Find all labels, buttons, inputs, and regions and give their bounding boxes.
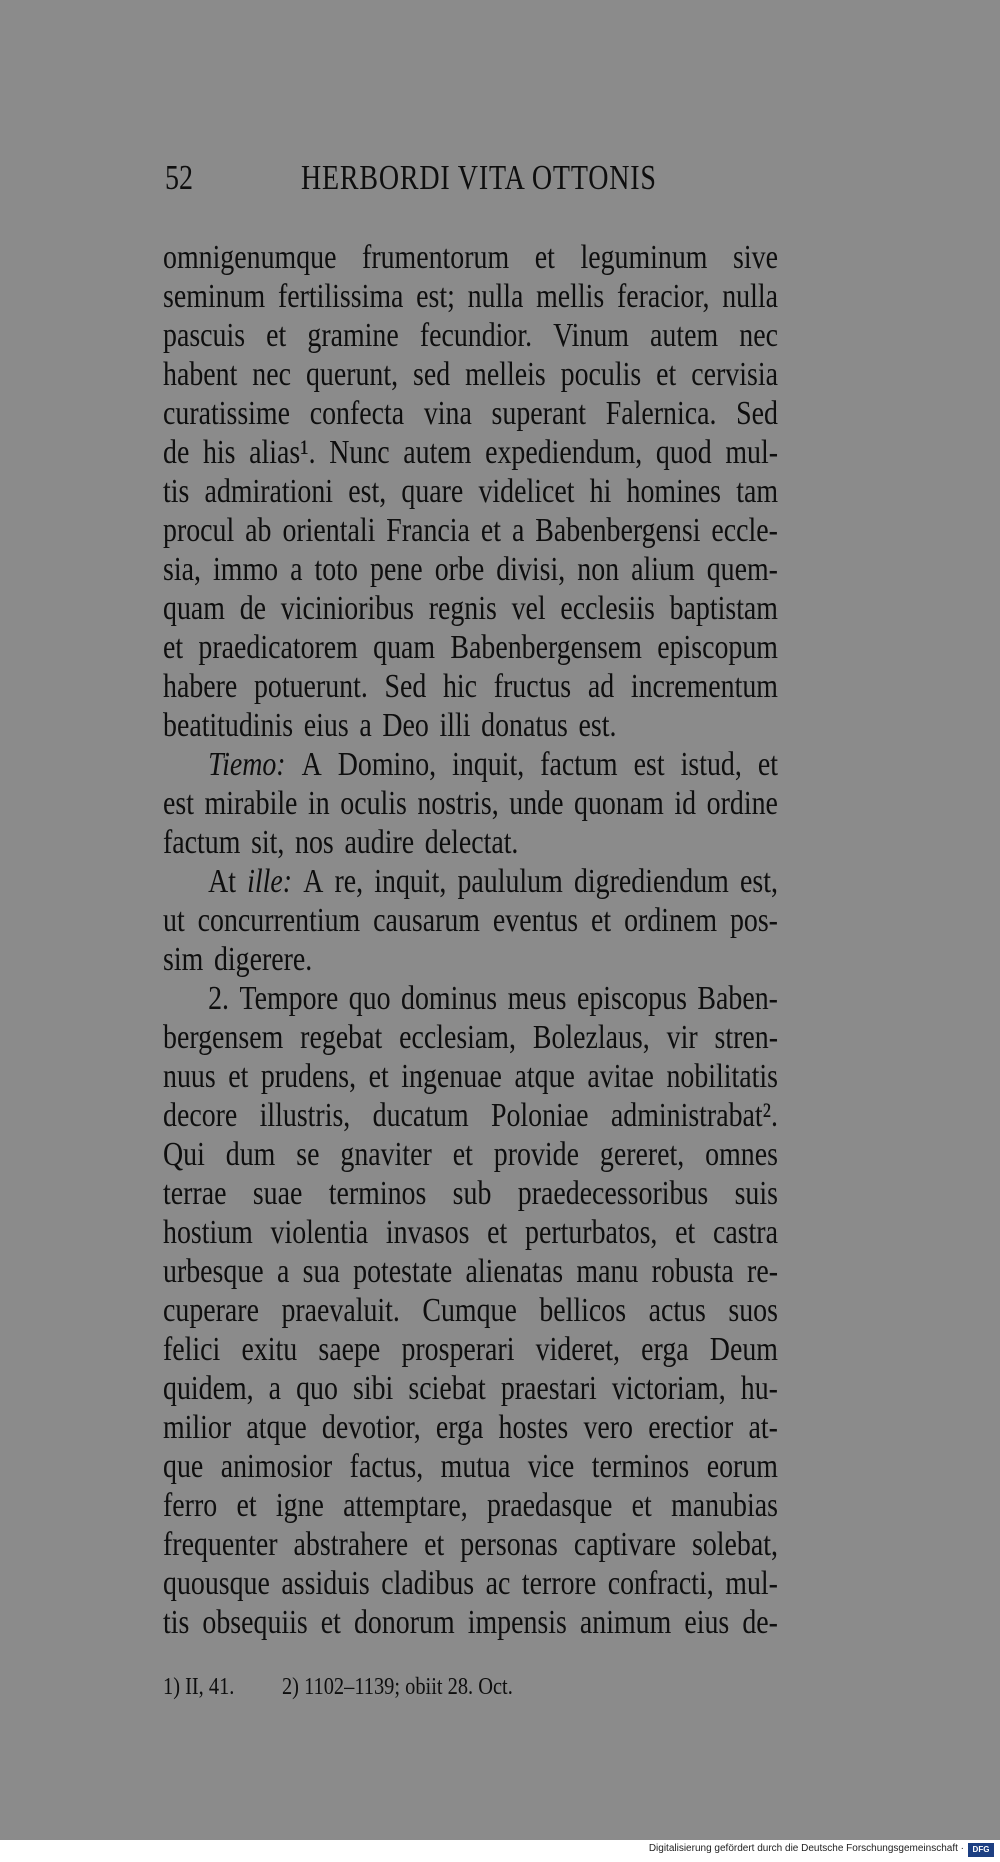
word: pos- — [729, 902, 778, 939]
word: a — [511, 512, 525, 549]
word: seminum — [163, 278, 266, 315]
word: sub — [452, 1175, 492, 1212]
word: attemptare, — [343, 1487, 468, 1524]
funding-credit: Digitalisierung gefördert durch die Deutsche Forschungsgemeinschaft · — [648, 1843, 964, 1854]
word: inquit, — [374, 863, 447, 900]
word: vice — [527, 1448, 575, 1485]
word: Deo — [382, 707, 429, 744]
word: et — [368, 1058, 389, 1095]
word: et — [757, 746, 778, 783]
word: tis — [163, 1604, 190, 1641]
word: vicinioribus — [280, 590, 414, 627]
word: cuperare — [163, 1292, 259, 1329]
word: suos — [728, 1292, 778, 1329]
page-number: 52 — [165, 158, 193, 197]
word: episcopus — [576, 980, 687, 1017]
word: et — [591, 902, 612, 939]
word: divisi, — [496, 551, 566, 588]
word: dum — [225, 1136, 276, 1173]
text-line — [163, 940, 778, 979]
text-line — [163, 355, 778, 394]
word: ordinem — [624, 902, 718, 939]
word: et — [320, 1604, 341, 1641]
word: est. — [578, 707, 617, 744]
word: quam — [163, 590, 225, 627]
word: gnaviter — [340, 1136, 432, 1173]
text-line — [163, 1486, 778, 1525]
word: concurrentium — [197, 902, 361, 939]
word: a — [290, 551, 303, 588]
word: melleis — [465, 356, 546, 393]
word: superant — [491, 395, 587, 432]
word: captivare — [573, 1526, 676, 1563]
word: orbe — [434, 551, 485, 588]
word: beatitudinis — [163, 707, 294, 744]
word: videlicet — [478, 473, 575, 510]
word: re, — [334, 863, 364, 900]
word: causarum — [373, 902, 480, 939]
word: admirationi — [204, 473, 334, 510]
word: ferro — [163, 1487, 218, 1524]
word: ad — [587, 668, 615, 705]
word: mellis — [536, 278, 605, 315]
word: saepe — [318, 1331, 381, 1368]
word: de — [163, 434, 190, 471]
word: mul- — [725, 434, 778, 471]
word: regnis — [428, 590, 497, 627]
word: praedasque — [487, 1487, 613, 1524]
word: in — [307, 785, 330, 822]
word: potuerunt. — [253, 668, 368, 705]
word: cervisia — [691, 356, 778, 393]
word: quare — [401, 473, 464, 510]
text-line — [163, 667, 778, 706]
word: devotior, — [321, 1409, 421, 1446]
word: autem — [650, 317, 719, 354]
word: vir — [666, 1019, 698, 1056]
word: eccle- — [711, 512, 778, 549]
word: bergensem — [163, 1019, 284, 1056]
word: alium — [631, 551, 695, 588]
word: et — [452, 1136, 473, 1173]
word: audire — [344, 824, 415, 861]
word: quousque — [163, 1565, 270, 1602]
word: Poloniae — [490, 1097, 589, 1134]
word: factum — [540, 746, 618, 783]
word: solebat, — [692, 1526, 778, 1563]
word: praestari — [500, 1370, 597, 1407]
word: eorum — [706, 1448, 778, 1485]
word: confecta — [309, 395, 405, 432]
word: gereret, — [599, 1136, 685, 1173]
word: leguminum — [580, 239, 708, 276]
word: et — [487, 1214, 508, 1251]
word: mul- — [725, 1565, 778, 1602]
word: Sed — [384, 668, 427, 705]
word: invasos — [385, 1214, 470, 1251]
word: administrabat². — [610, 1097, 778, 1134]
word: nostris, — [417, 785, 499, 822]
word: curatissime — [163, 395, 290, 432]
word: meus — [507, 980, 567, 1017]
word: hu- — [740, 1370, 778, 1407]
word: nec — [739, 317, 778, 354]
word: Deum — [709, 1331, 778, 1368]
word: fecundior. — [419, 317, 533, 354]
word: est; — [416, 278, 455, 315]
word: sciebat — [408, 1370, 486, 1407]
word: manu — [576, 1253, 639, 1290]
word: ille: — [247, 863, 293, 900]
word: a — [268, 1370, 282, 1407]
word: sive — [733, 239, 778, 276]
text-line — [163, 1096, 778, 1135]
word: dominus — [401, 980, 498, 1017]
word: nulla — [467, 278, 524, 315]
word: potestate — [353, 1253, 453, 1290]
word: abstrahere — [293, 1526, 409, 1563]
word: sit, — [251, 824, 285, 861]
text-line — [163, 706, 778, 745]
word: et — [228, 1058, 249, 1095]
word: ac — [485, 1565, 511, 1602]
word: tam — [736, 473, 778, 510]
word: ab — [245, 512, 272, 549]
word: milior — [163, 1409, 232, 1446]
word: quo — [296, 1370, 338, 1407]
word: victoriam, — [611, 1370, 726, 1407]
word: est — [163, 785, 194, 822]
word: videret, — [535, 1331, 621, 1368]
running-title: HERBORDI VITA OTTONIS — [301, 158, 657, 197]
text-line — [163, 433, 778, 472]
word: et — [534, 239, 555, 276]
word: factus, — [349, 1448, 424, 1485]
word: eius — [684, 1604, 730, 1641]
word: habere — [163, 668, 238, 705]
word: decore — [163, 1097, 238, 1134]
word: urbesque — [163, 1253, 264, 1290]
word: prosperari — [401, 1331, 515, 1368]
word: procul — [163, 512, 235, 549]
text-line — [163, 589, 778, 628]
word: suae — [252, 1175, 303, 1212]
text-line — [163, 550, 778, 589]
text-line — [163, 745, 778, 784]
word: fructus — [493, 668, 572, 705]
text-line — [163, 238, 778, 277]
word: regebat — [300, 1019, 383, 1056]
word: vina — [423, 395, 472, 432]
word: et — [163, 629, 184, 666]
word: igne — [275, 1487, 324, 1524]
word: ut — [163, 902, 185, 939]
word: Domino, — [337, 746, 437, 783]
word: terminos — [328, 1175, 427, 1212]
word: actus — [648, 1292, 706, 1329]
word: hic — [442, 668, 478, 705]
word: sibi — [352, 1370, 394, 1407]
word: terrore — [521, 1565, 597, 1602]
word: illi — [439, 707, 471, 744]
text-line — [163, 472, 778, 511]
word: a — [359, 707, 372, 744]
word: unde — [509, 785, 564, 822]
word: Nunc — [329, 434, 390, 471]
word: delectat. — [424, 824, 519, 861]
word: eventus — [492, 902, 579, 939]
word: non — [577, 551, 620, 588]
word: terrae — [163, 1175, 227, 1212]
word: eius — [303, 707, 349, 744]
word: erga — [641, 1331, 689, 1368]
word: et — [656, 356, 677, 393]
word: Tiemo: — [208, 746, 286, 783]
text-line — [163, 1291, 778, 1330]
word: et — [266, 317, 287, 354]
running-header — [165, 156, 685, 200]
word: pene — [369, 551, 423, 588]
word: exitu — [241, 1331, 298, 1368]
text-line — [163, 1057, 778, 1096]
word: sia, — [163, 551, 201, 588]
word: alias¹. — [249, 434, 316, 471]
text-line — [163, 1369, 778, 1408]
word: Falernica. — [605, 395, 717, 432]
word: Bolezlaus, — [532, 1019, 650, 1056]
word: erga — [435, 1409, 484, 1446]
word: incrementum — [630, 668, 778, 705]
word: mirabile — [204, 785, 298, 822]
word: Qui — [163, 1136, 205, 1173]
word: personas — [460, 1526, 558, 1563]
footnote-1: 1) II, 41. — [163, 1674, 235, 1700]
word: Francia — [386, 512, 470, 549]
word: et — [236, 1487, 257, 1524]
word: autem — [403, 434, 472, 471]
dfg-logo: DFG — [968, 1843, 994, 1857]
text-line — [163, 1408, 778, 1447]
word: praedecessoribus — [517, 1175, 709, 1212]
word: At — [208, 863, 236, 900]
word: Vinum — [553, 317, 629, 354]
word: et — [631, 1487, 652, 1524]
word: ecclesiis — [560, 590, 655, 627]
word: digerere. — [213, 941, 313, 978]
word: erectior — [648, 1409, 734, 1446]
word: toto — [314, 551, 358, 588]
text-line — [163, 1564, 778, 1603]
word: id — [674, 785, 697, 822]
text-line — [163, 862, 778, 901]
word: at- — [748, 1409, 778, 1446]
word: mutua — [440, 1448, 511, 1485]
word: de- — [742, 1604, 778, 1641]
word: quo — [348, 980, 391, 1017]
word: Babenbergensi — [535, 512, 701, 549]
word: donatus — [481, 707, 568, 744]
text-line — [163, 1252, 778, 1291]
word: hostes — [498, 1409, 569, 1446]
text-line — [163, 1018, 778, 1057]
word: digrediendum — [573, 863, 729, 900]
text-line — [163, 277, 778, 316]
word: violentia — [270, 1214, 369, 1251]
word: praevaluit. — [281, 1292, 400, 1329]
word: praedicatorem — [198, 629, 358, 666]
word: frumentorum — [362, 239, 510, 276]
word: ingenuae — [401, 1058, 502, 1095]
word: robusta — [651, 1253, 734, 1290]
word: nec — [252, 356, 291, 393]
word: animosior — [220, 1448, 333, 1485]
word: animum — [579, 1604, 672, 1641]
word: Sed — [736, 395, 778, 432]
text-line — [163, 823, 778, 862]
word: immo — [213, 551, 279, 588]
word: poculis — [560, 356, 642, 393]
word: obsequiis — [202, 1604, 308, 1641]
word: quem- — [706, 551, 778, 588]
word: prudens, — [260, 1058, 357, 1095]
word: frequenter — [163, 1526, 278, 1563]
word: sed — [413, 356, 451, 393]
word: fertilissima — [277, 278, 404, 315]
word: est, — [348, 473, 387, 510]
word: et — [480, 512, 501, 549]
word: Cumque — [422, 1292, 517, 1329]
word: Baben- — [697, 980, 778, 1017]
text-line — [163, 1135, 778, 1174]
word: que — [163, 1448, 204, 1485]
word: alienatas — [465, 1253, 564, 1290]
word: hi — [589, 473, 612, 510]
word: terminos — [591, 1448, 690, 1485]
word: avitae — [587, 1058, 654, 1095]
text-line — [163, 979, 778, 1018]
word: sua — [302, 1253, 340, 1290]
word: manubias — [671, 1487, 778, 1524]
word: est — [633, 746, 665, 783]
word: Tempore — [239, 980, 339, 1017]
word: sim — [163, 941, 204, 978]
word: perturbatos, — [525, 1214, 658, 1251]
text-line — [163, 394, 778, 433]
word: orientali — [282, 512, 376, 549]
word: re- — [747, 1253, 778, 1290]
word: episcopum — [657, 629, 778, 666]
word: vero — [583, 1409, 634, 1446]
word: stren- — [714, 1019, 778, 1056]
text-line — [163, 1525, 778, 1564]
word: Babenbergensem — [450, 629, 642, 666]
text-line — [163, 1330, 778, 1369]
word: paululum — [457, 863, 563, 900]
text-line — [163, 1603, 778, 1642]
word: illustris, — [259, 1097, 351, 1134]
word: provide — [493, 1136, 579, 1173]
word: omnigenumque — [163, 239, 337, 276]
word: de — [239, 590, 267, 627]
word: factum — [163, 824, 241, 861]
word: castra — [712, 1214, 778, 1251]
word: vel — [511, 590, 546, 627]
word: querunt, — [305, 356, 399, 393]
word: inquit, — [452, 746, 525, 783]
word: donorum — [353, 1604, 455, 1641]
text-line — [163, 316, 778, 355]
word: cladibus — [381, 1565, 475, 1602]
word: baptistam — [669, 590, 778, 627]
word: atque — [246, 1409, 307, 1446]
word: his — [202, 434, 236, 471]
word: 2. — [208, 980, 230, 1017]
word: a — [276, 1253, 290, 1290]
body-text — [163, 238, 913, 1642]
word: quod — [655, 434, 712, 471]
text-line — [163, 1174, 778, 1213]
word: habent — [163, 356, 238, 393]
word: istud, — [680, 746, 742, 783]
text-line — [163, 511, 778, 550]
word: omnes — [705, 1136, 778, 1173]
word: est, — [739, 863, 778, 900]
word: bellicos — [539, 1292, 627, 1329]
word: assiduis — [281, 1565, 370, 1602]
digitization-footer — [0, 1840, 1000, 1862]
word: expediendum, — [485, 434, 643, 471]
word: confracti, — [607, 1565, 714, 1602]
word: atque — [514, 1058, 575, 1095]
word: ordine — [706, 785, 778, 822]
word: et — [424, 1526, 445, 1563]
footnote-2: 2) 1102–1139; obiit 28. Oct. — [281, 1674, 513, 1700]
word: nuus — [163, 1058, 216, 1095]
text-line — [163, 1447, 778, 1486]
word: gramine — [307, 317, 399, 354]
word: et — [675, 1214, 696, 1251]
word: ecclesiam, — [399, 1019, 516, 1056]
word: nobilitatis — [666, 1058, 778, 1095]
text-line — [163, 628, 778, 667]
word: hostium — [163, 1214, 253, 1251]
word: quonam — [574, 785, 664, 822]
word: nos — [295, 824, 334, 861]
word: se — [296, 1136, 320, 1173]
word: oculis — [340, 785, 407, 822]
text-line — [163, 1213, 778, 1252]
word: A — [301, 746, 322, 783]
word: pascuis — [163, 317, 246, 354]
word: A — [303, 863, 324, 900]
word: tis — [163, 473, 190, 510]
word: felici — [163, 1331, 221, 1368]
word: suis — [734, 1175, 778, 1212]
text-line — [163, 901, 778, 940]
footnotes — [163, 1672, 673, 1702]
word: nulla — [722, 278, 778, 315]
word: homines — [626, 473, 722, 510]
word: ducatum — [372, 1097, 469, 1134]
word: feracior, — [616, 278, 710, 315]
word: quam — [373, 629, 436, 666]
text-line — [163, 784, 778, 823]
word: impensis — [467, 1604, 567, 1641]
word: quidem, — [163, 1370, 254, 1407]
